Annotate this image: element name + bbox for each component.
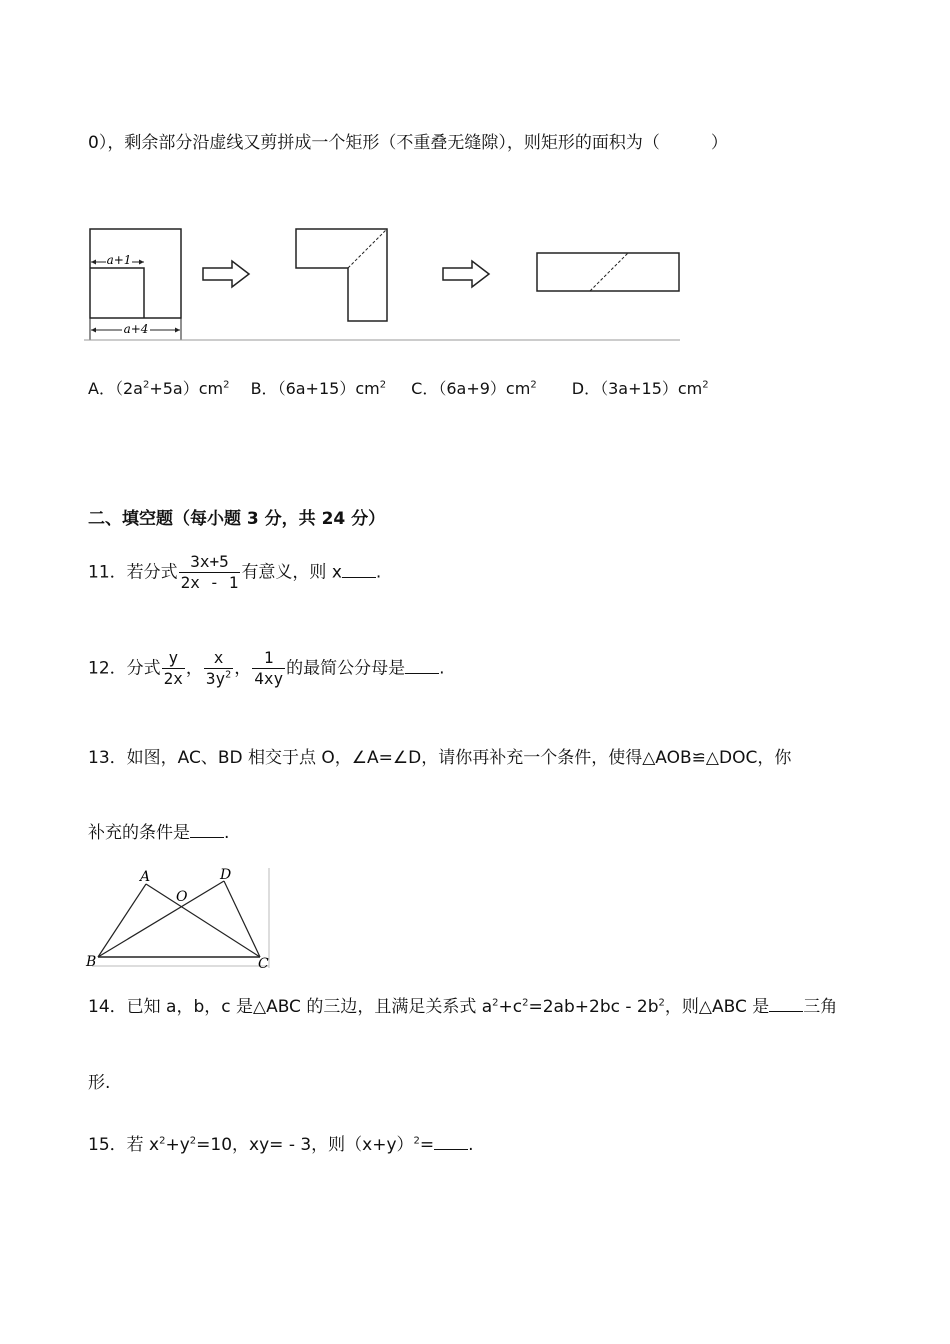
segment-bd xyxy=(98,881,224,957)
segment-ab xyxy=(98,884,146,957)
option-c: C．$(6a+9)cm^2$ xyxy=(411,379,537,398)
option-a: A．$(2a^2+5a)cm^2$ xyxy=(88,379,230,398)
q11: 11．若分式 $\frac{3x+5}{2x - 1}$ 有意义，则 x . xyxy=(88,552,382,592)
q12: 12．分式 $\frac{y}{2x}$ ， $\frac{x}{3y^2}$ ， $\frac{1}{4xy}$ 的最简公分母是 . xyxy=(88,648,445,688)
point-b-label: B xyxy=(86,954,97,970)
big-square xyxy=(90,229,181,318)
arrow-right-icon xyxy=(443,261,489,287)
option-b: B．$(6a+15)cm^2$ xyxy=(250,379,387,398)
label-inner: a+1 xyxy=(106,253,132,267)
point-d-label: D xyxy=(220,867,232,883)
q14-line1: 14．已知 a，b，c 是△ABC 的三边，且满足关系式 $a^2+c^2=2ab+2bc - 2b^2$，则△ABC 是 三角 xyxy=(88,997,838,1017)
result-rectangle xyxy=(537,253,679,291)
q12-fraction-2: $\frac{x}{3y^2}$ xyxy=(205,648,232,688)
q13-figure xyxy=(84,862,274,972)
q10-options xyxy=(88,377,709,401)
arrow-right-icon xyxy=(203,261,249,287)
q13-line1: 13．如图，AC、BD 相交于点 O，∠A=∠D，请你再补充一个条件，使得△AOB≌△DOC，你 xyxy=(88,748,792,768)
q12-fraction-1: $\frac{y}{2x}$ xyxy=(163,648,183,688)
point-c-label: C xyxy=(258,956,269,972)
answer-blank xyxy=(190,821,224,838)
answer-blank xyxy=(769,995,803,1012)
inner-square-edge xyxy=(90,268,144,318)
answer-blank xyxy=(434,1133,468,1150)
point-o-label: O xyxy=(176,889,188,905)
point-a-label: A xyxy=(140,869,151,885)
q13-line2: 补充的条件是 . xyxy=(88,823,230,843)
answer-blank xyxy=(405,657,439,674)
option-d: D．$(3a+15)cm^2$ xyxy=(571,379,709,398)
q10-figure xyxy=(84,222,684,344)
q10-stem-tail: 0），剩余部分沿虚线又剪拼成一个矩形（不重叠无缝隙），则矩形的面积为（ ） xyxy=(88,133,728,153)
q14-line2: 形. xyxy=(88,1073,111,1093)
q12-fraction-3: $\frac{1}{4xy}$ xyxy=(254,648,284,688)
answer-blank xyxy=(342,561,376,578)
q15: 15．若 $x^2+y^2=10$，xy= - 3，则$(x+y)^2=$ . xyxy=(88,1135,474,1155)
q11-fraction: $\frac{3x+5}{2x - 1}$ xyxy=(180,552,239,592)
section-heading: 二、填空题（每小题 3 分，共 24 分） xyxy=(88,509,386,529)
label-outer: a+4 xyxy=(123,322,149,336)
